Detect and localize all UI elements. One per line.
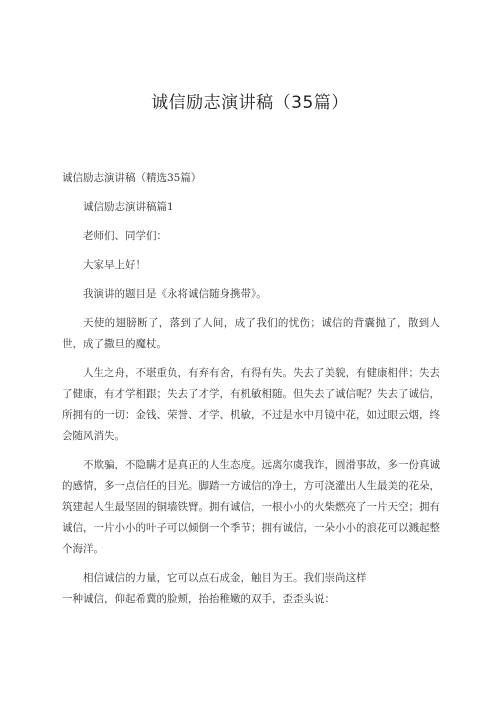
paragraph: 天使的翅膀断了，落到了人间，成了我们的忧伤；诚信的背囊抛了，散到人世，成了撒旦的魔杖。 [62,317,440,350]
greeting: 大家早上好！ [83,259,146,271]
paragraph: 相信诚信的力量，它可以点石成金，触目为王。我们崇尚这样 [83,572,367,584]
speech-topic: 我演讲的题目是《永将诚信随身携带》。 [83,288,267,300]
document-title: 诚信励志演讲稿（35篇） [151,93,349,113]
salutation: 老师们、同学们： [83,230,167,242]
paragraph-continuation: 一种诚信，仰起希冀的脸颊，抬抬稚嫩的双手，歪歪头说： [62,593,335,605]
section-heading: 诚信励志演讲稿篇1 [83,201,174,213]
document-body [62,168,440,618]
paragraph: 人生之舟，不堪重负，有弃有舍，有得有失。失去了美貌，有健康相伴；失去了健康，有才学相跟；失去了才学，有机敏相随。但失去了诚信呢？失去了诚信，所拥有的一切：金钱、荣誉、才学、机敏，不过是水中月镜中花，如过眼云烟，终会随风消失。 [62,367,440,442]
paragraph: 不欺骗，不隐瞒才是真正的人生态度。远离尔虞我诈，圆滑事故，多一份真诚的感情，多一点信任的目光。脚踏一方诚信的净土，方可浇灌出人生最美的花朵，筑建起人生最坚固的铜墙铁臂。拥有诚信，一根小小的火柴燃亮了一片天空；拥有诚信，一片小小的叶子可以倾倒一个季节；拥有诚信，一朵小小的浪花可以溅起整个海洋。 [62,459,440,555]
subtitle-line: 诚信励志演讲稿（精选35篇） [62,172,202,184]
